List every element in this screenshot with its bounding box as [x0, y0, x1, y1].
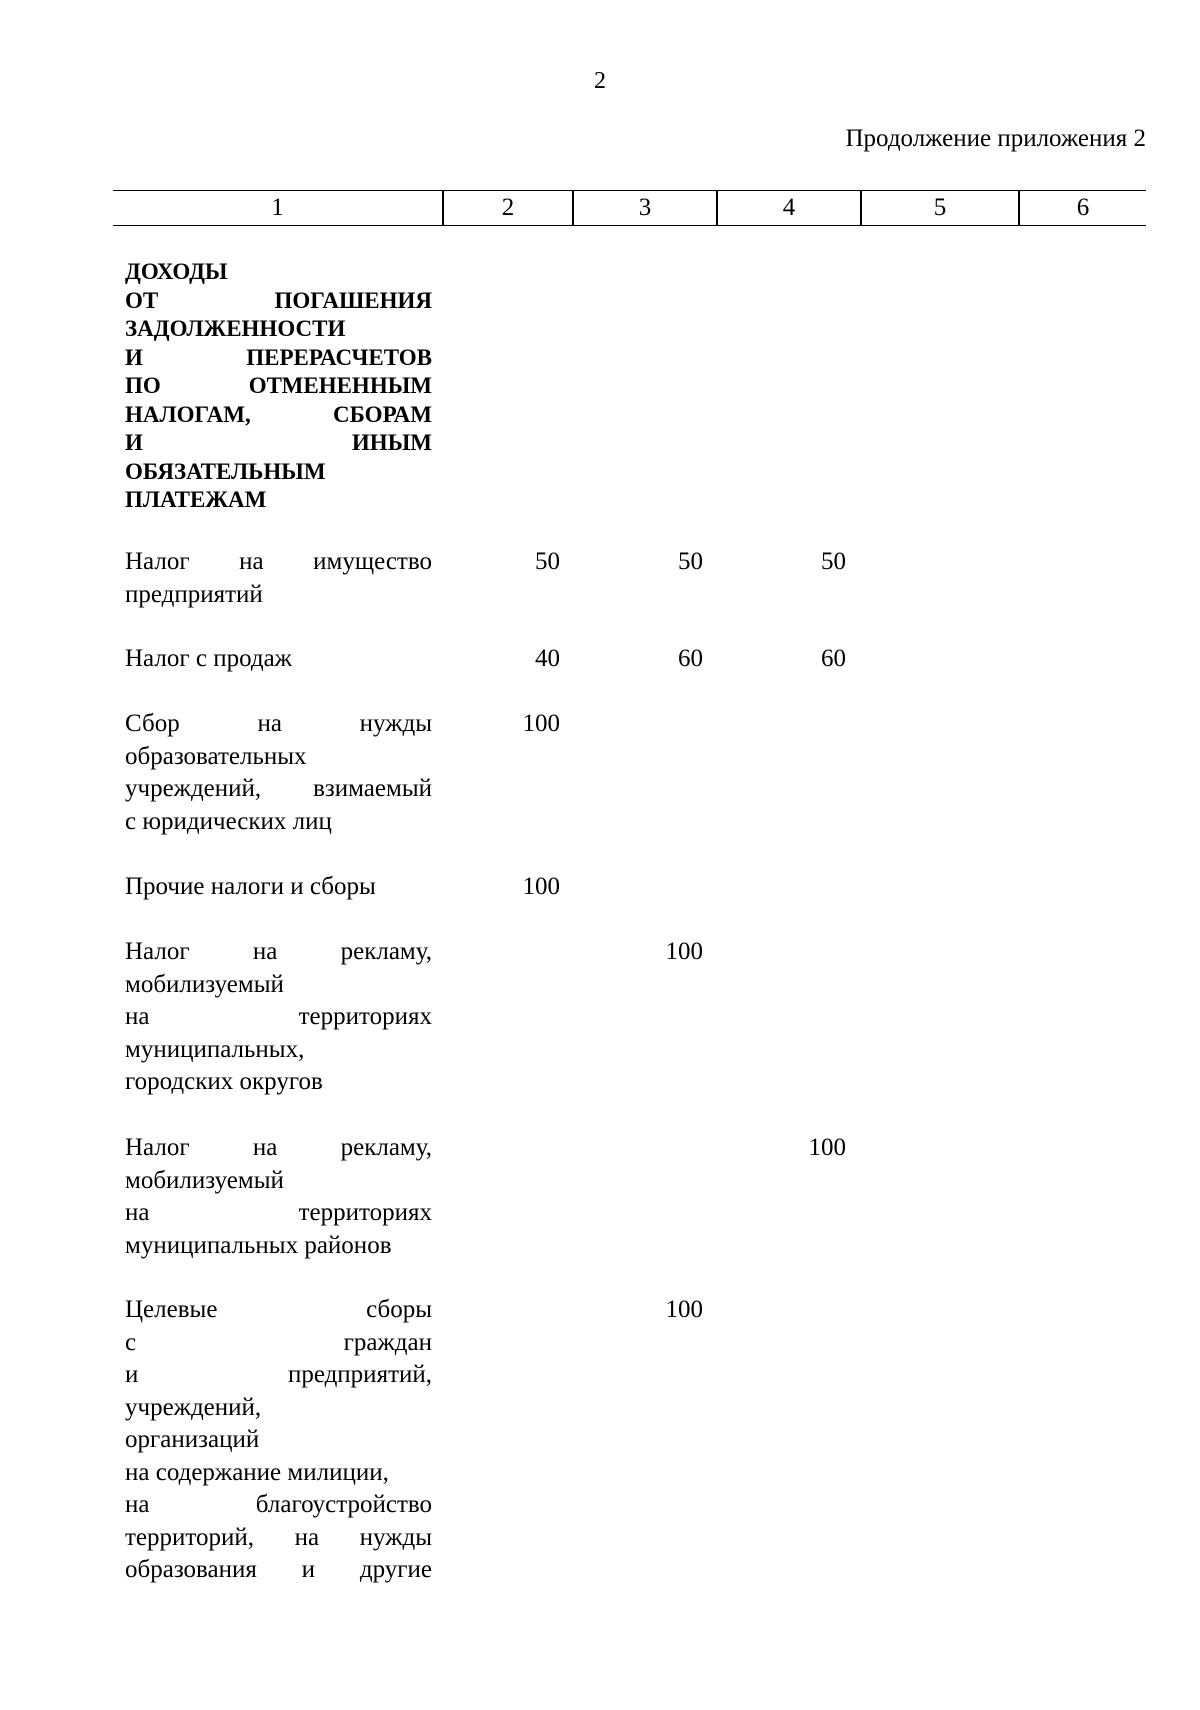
- page-number: 2: [594, 68, 606, 94]
- text-line: на территориях: [125, 1199, 432, 1226]
- text-line: городских округов: [125, 1068, 323, 1095]
- row-value-col2: 40: [535, 645, 560, 672]
- text-line: на территориях: [125, 1003, 432, 1030]
- text-line: муниципальных районов: [125, 1231, 392, 1259]
- column-number-header: [113, 190, 1146, 226]
- text-line: учреждений, взимаемый: [125, 775, 432, 802]
- appendix-continuation-label: Продолжение приложения 2: [845, 125, 1146, 152]
- row-name: [125, 1132, 432, 1262]
- column-header-4: 4: [782, 194, 796, 221]
- text-line: Прочие налоги и сборы: [125, 873, 376, 900]
- text-line: Сбор на нужды: [125, 710, 432, 737]
- text-line: ЗАДОЛЖЕННОСТИ: [125, 316, 346, 341]
- text-line: на благоустройство: [125, 1491, 432, 1518]
- text-line: организаций: [125, 1426, 260, 1453]
- text-line: И ИНЫМ: [125, 430, 432, 455]
- text-line: ОБЯЗАТЕЛЬНЫМ: [125, 458, 326, 484]
- column-header-1: 1: [271, 194, 284, 221]
- text-line: Целевые сборы: [125, 1296, 432, 1323]
- text-line: образовательных: [125, 742, 307, 770]
- text-line: ПО ОТМЕНЕННЫМ: [125, 373, 432, 398]
- row-value-col2: 50: [535, 548, 560, 575]
- row-name: [125, 936, 432, 1099]
- row-value-col3: 60: [678, 645, 703, 672]
- row-value-col3: 100: [665, 938, 703, 965]
- text-line: на содержание милиции,: [125, 1458, 389, 1486]
- row-value-col2: 100: [522, 710, 560, 737]
- text-line: предприятий: [125, 580, 263, 608]
- row-value-col4: 100: [808, 1134, 846, 1161]
- row-value-col3: 50: [678, 548, 703, 575]
- row-value-col3: 100: [665, 1296, 703, 1323]
- text-line: ДОХОДЫ: [125, 259, 228, 284]
- text-line: с граждан: [125, 1328, 432, 1356]
- text-line: Налог на рекламу,: [125, 938, 432, 965]
- section-heading: [125, 258, 432, 515]
- column-header-5: 5: [933, 194, 947, 221]
- column-header-2: 2: [501, 194, 515, 221]
- row-value-col4: 50: [821, 548, 846, 575]
- text-line: мобилизуемый: [125, 1166, 284, 1194]
- column-header-6: 6: [1076, 194, 1090, 221]
- text-line: ОТ ПОГАШЕНИЯ: [125, 287, 432, 313]
- text-line: Налог на имущество: [125, 548, 432, 575]
- column-header-3: 3: [638, 194, 652, 221]
- text-line: мобилизуемый: [125, 970, 284, 998]
- row-name: [125, 871, 432, 904]
- row-name: [125, 643, 432, 676]
- text-line: образования и другие: [125, 1556, 432, 1583]
- text-line: территорий, на нужды: [125, 1523, 432, 1551]
- text-line: Налог на рекламу,: [125, 1134, 432, 1161]
- text-line: и предприятий,: [125, 1361, 432, 1388]
- text-line: НАЛОГАМ, СБОРАМ: [125, 401, 432, 427]
- text-line: ПЛАТЕЖАМ: [125, 487, 267, 512]
- row-name: [125, 708, 432, 838]
- text-line: Налог с продаж: [125, 645, 292, 672]
- row-value-col2: 100: [522, 873, 560, 900]
- row-value-col4: 60: [821, 645, 846, 672]
- text-line: учреждений,: [125, 1393, 262, 1421]
- text-line: с юридических лиц: [125, 807, 332, 835]
- row-name: [125, 546, 432, 611]
- text-line: И ПЕРЕРАСЧЕТОВ: [125, 344, 432, 370]
- row-name: [125, 1294, 432, 1587]
- text-line: муниципальных,: [125, 1035, 305, 1063]
